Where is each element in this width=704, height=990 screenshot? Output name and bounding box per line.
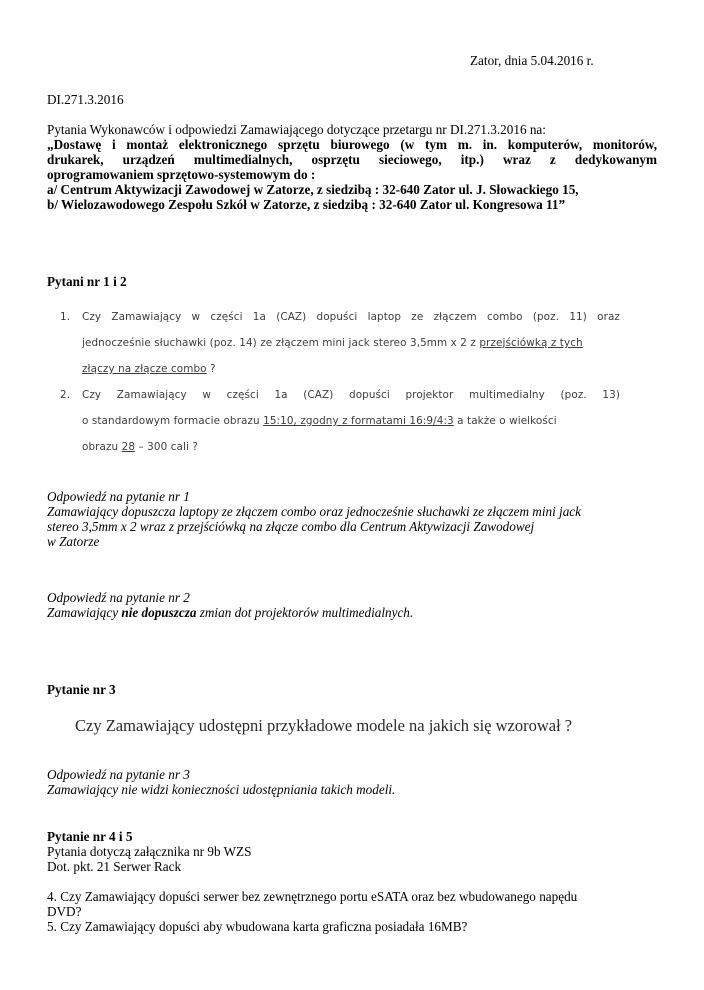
subject-line-5: b/ Wielozawodowego Zespołu Szkół w Zatorze, z siedzibą : 32-640 Zator ul. Kongresowa 11” — [47, 197, 566, 212]
section-4-5-line-2: Dot. pkt. 21 Serwer Rack — [47, 859, 182, 874]
tender-subject — [47, 137, 657, 212]
subject-line-2: drukarek, urządzeń multimedialnych, osprzętu sieciowego, itp.) wraz z dedykowanym — [47, 152, 657, 167]
subject-line-4: a/ Centrum Aktywizacji Zawodowej w Zatorze, z siedzibą : 32-640 Zator ul. J. Słowackiego 15, — [47, 182, 579, 197]
question-4-line-2: DVD? — [47, 904, 82, 919]
answer-1-label: Odpowiedź na pytanie nr 1 — [47, 489, 190, 504]
q2-line3-text-b: – 300 cali ? — [135, 441, 198, 453]
subject-line-3: oprogramowaniem sprzętowo-systemowym do : — [47, 167, 316, 182]
answer-3-label: Odpowiedź na pytanie nr 3 — [47, 767, 190, 782]
section-heading-4-5: Pytanie nr 4 i 5 — [47, 829, 133, 844]
answer-3-text: Zamawiający nie widzi konieczności udostępniania takich modeli. — [47, 782, 396, 797]
q1-number: 1. — [60, 311, 71, 323]
answer-2-label: Odpowiedź na pytanie nr 2 — [47, 590, 190, 605]
q1-line2-text: jednocześnie słuchawki (poz. 14) ze złączem mini jack stereo 3,5mm x 2 z — [82, 337, 480, 349]
answer-2 — [47, 590, 413, 620]
scan-q1-line3 — [60, 356, 620, 382]
q2-line3-underlined: 28 — [121, 441, 136, 453]
q1-line1-text: Czy Zamawiający w części 1a (CAZ) dopuści laptop ze złączem combo (poz. 11) oraz — [82, 311, 620, 323]
intro-line: Pytania Wykonawców i odpowiedzi Zamawiającego dotyczące przetargu nr DI.271.3.2016 na: — [47, 122, 546, 137]
q2-number: 2. — [60, 389, 71, 401]
question-5: 5. Czy Zamawiający dopuści aby wbudowana karta graficzna posiadała 16MB? — [47, 919, 468, 934]
question-4-line-1: 4. Czy Zamawiający dopuści serwer bez zewnętrznego portu eSATA oraz bez wbudowanego napędu — [47, 889, 578, 904]
q2-line3-text-a: obrazu — [82, 441, 122, 453]
reference-number: DI.271.3.2016 — [47, 92, 124, 107]
section-heading-1-2: Pytani nr 1 i 2 — [47, 274, 127, 289]
q2-line2-text-b: a także o wielkości — [453, 415, 557, 427]
answer-2-text-bold: nie dopuszcza — [121, 605, 197, 620]
section-4-5-line-1: Pytania dotyczą załącznika nr 9b WZS — [47, 844, 252, 859]
scan-q2-line3 — [60, 434, 620, 460]
section-heading-3: Pytanie nr 3 — [47, 682, 116, 697]
scan-q2-line1 — [60, 382, 620, 408]
q2-line2-text-a: o standardowym formacie obrazu — [82, 415, 264, 427]
q2-line1-text: Czy Zamawiający w części 1a (CAZ) dopuści projektor multimedialny (poz. 13) — [82, 389, 620, 401]
q1-line3-underlined: złączy na złącze combo — [82, 363, 207, 375]
scan-q1-line2 — [60, 330, 620, 356]
answer-2-text-before: Zamawiający — [47, 605, 122, 620]
scanned-questions-1-2 — [60, 304, 620, 460]
section-4-5 — [47, 829, 577, 934]
answer-2-text — [47, 605, 413, 620]
answer-3 — [47, 767, 395, 797]
answer-1-line-2: stereo 3,5mm x 2 wraz z przejściówką na złącze combo dla Centrum Aktywizacji Zawodowej — [47, 519, 535, 534]
q2-line2-underlined: 15:10, zgodny z formatami 16:9/4:3 — [263, 415, 454, 427]
q1-line2-underlined: przejściówką z tych — [479, 337, 583, 349]
answer-1-line-3: w Zatorze — [47, 534, 100, 549]
scan-q1-line1 — [60, 304, 620, 330]
spacer — [47, 874, 577, 889]
answer-1 — [47, 489, 581, 549]
answer-2-text-after: zmian dot projektorów multimedialnych. — [196, 605, 414, 620]
place-date: Zator, dnia 5.04.2016 r. — [470, 53, 594, 68]
scanned-question-3: Czy Zamawiający udostępni przykładowe modele na jakich się wzorował ? — [75, 716, 573, 735]
subject-line-1: „Dostawę i montaż elektronicznego sprzętu biurowego (w tym m. in. komputerów, monitorów, — [47, 137, 657, 152]
q1-line3-tail: ? — [206, 363, 216, 375]
answer-1-line-1: Zamawiający dopuszcza laptopy ze złączem combo oraz jednocześnie słuchawki ze złączem mini jack — [47, 504, 582, 519]
scan-q2-line2 — [60, 408, 620, 434]
